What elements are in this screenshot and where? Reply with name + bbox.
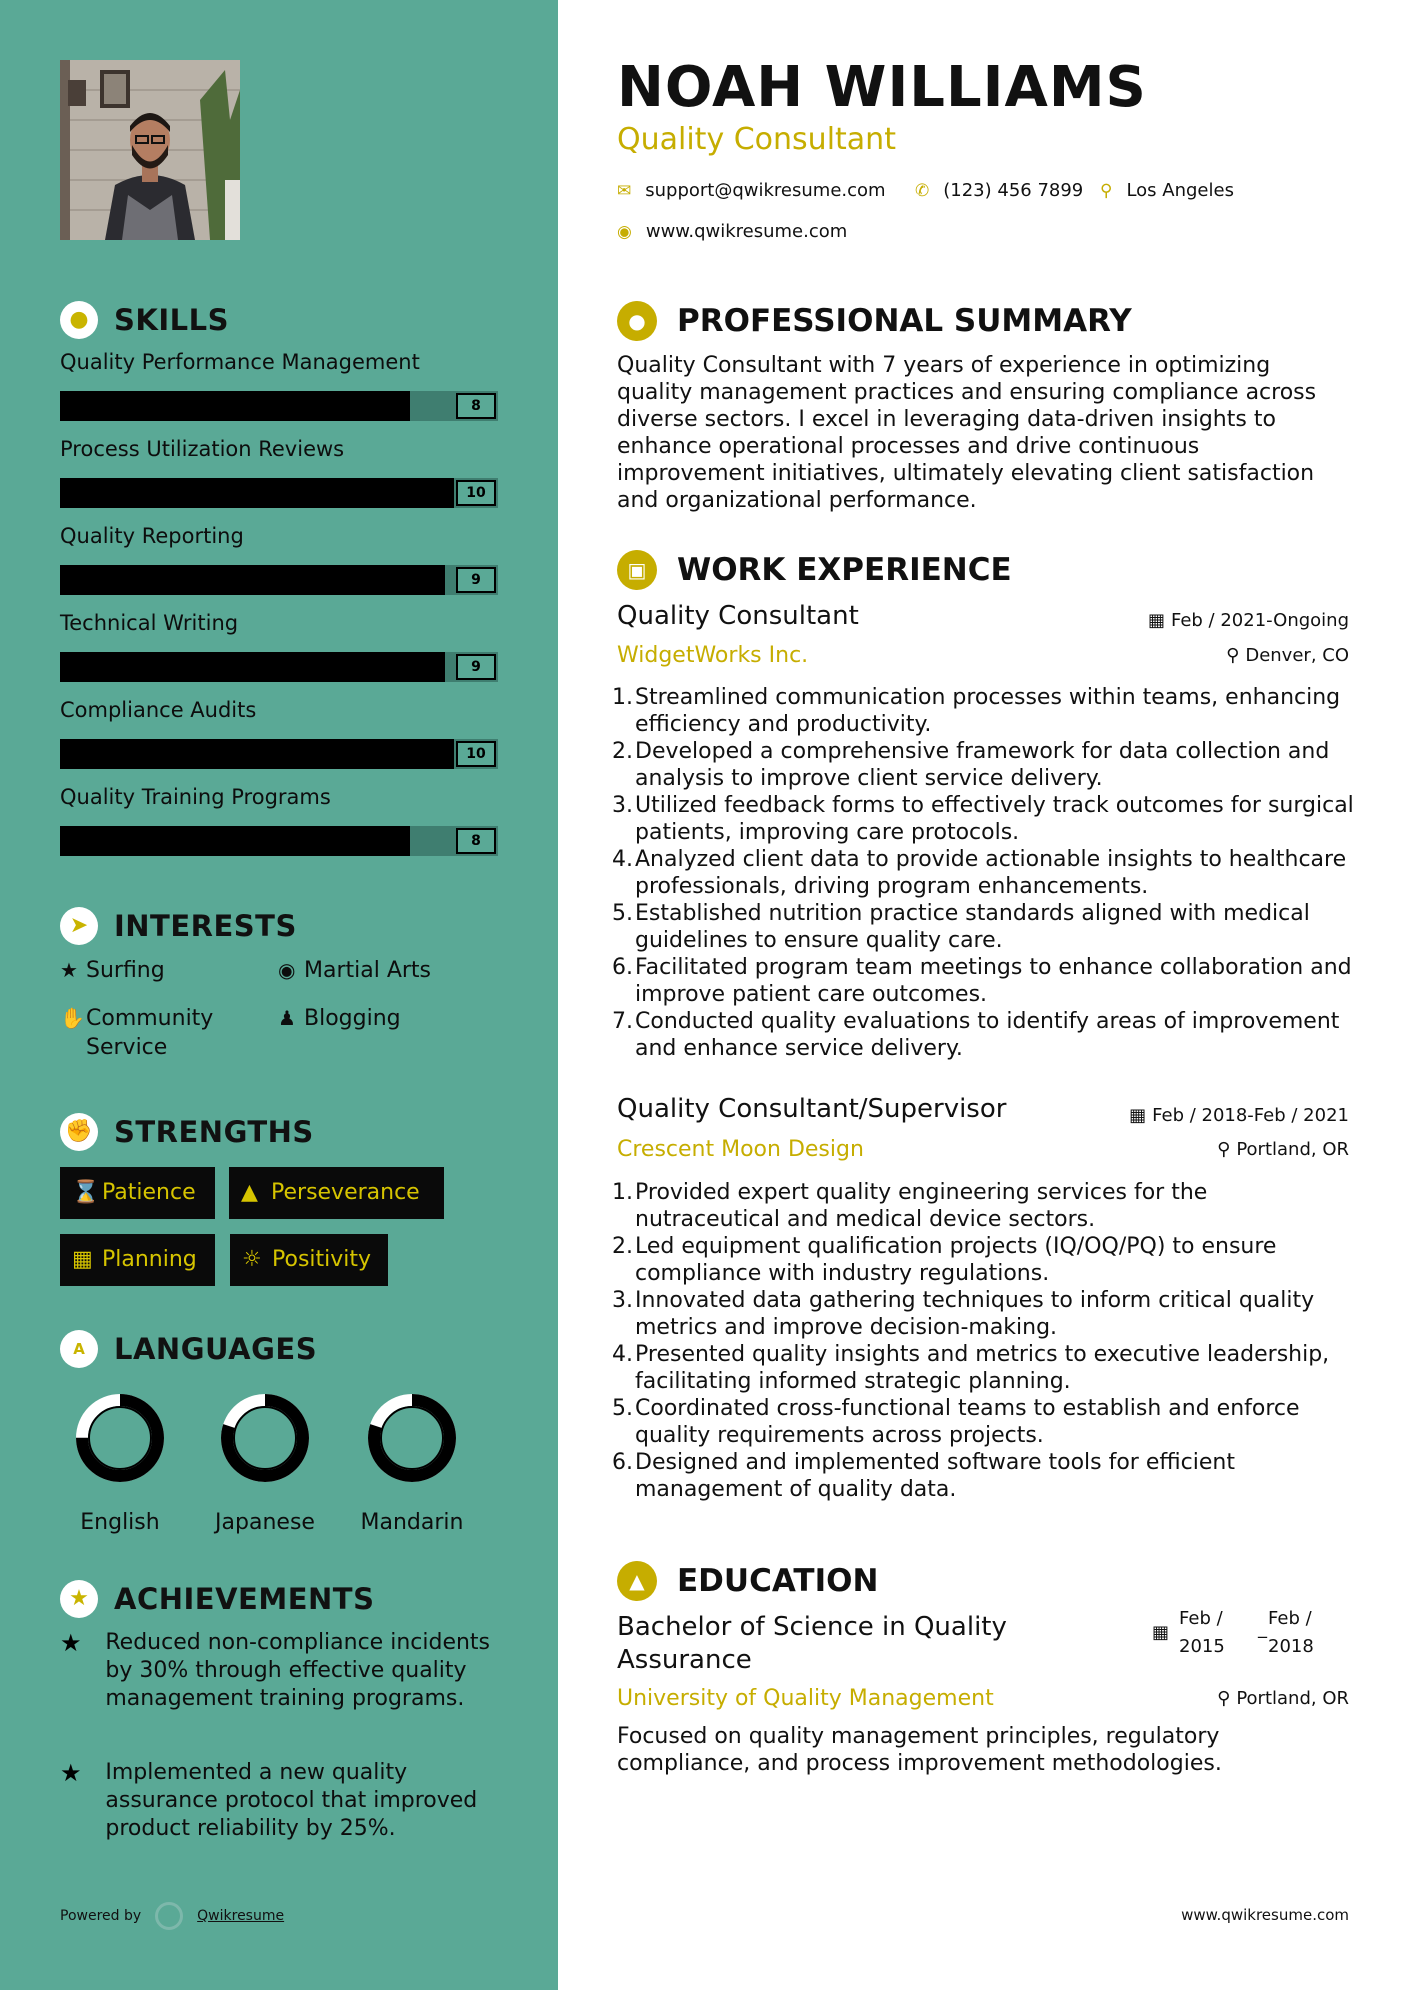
education-text: Focused on quality management principles, regulatory compliance, and process improvement methodologies. <box>617 1724 1222 1776</box>
strengths-heading <box>60 1113 314 1151</box>
skill-score: 8 <box>456 393 496 419</box>
skill-score: 9 <box>456 654 496 680</box>
school-name: University of Quality Management <box>617 1686 994 1711</box>
skill-name: Process Utilization Reviews <box>60 437 345 461</box>
strength-badge <box>60 1167 215 1219</box>
list-item: 1. Provided expert quality engineering services for the nutraceutical and medical device sectors. <box>612 1179 1357 1233</box>
list-item: 4. Presented quality insights and metrics to executive leadership, facilitating informed strategic planning. <box>612 1341 1357 1395</box>
languages-heading <box>60 1330 317 1368</box>
point-text: Presented quality insights and metrics to executive leadership, facilitating informed strategic planning. <box>635 1342 1330 1394</box>
contact-location <box>1100 180 1234 201</box>
language-name: English <box>80 1510 160 1535</box>
skill-name: Quality Training Programs <box>60 785 331 809</box>
skill-bar-fill <box>60 652 445 682</box>
job-title: Quality Consultant <box>617 601 859 631</box>
strength-badge <box>229 1167 444 1219</box>
summary-text: Quality Consultant with 7 years of experience in optimizing quality management practices and ensuring compliance across diverse sectors. I excel in leveraging data-driven insights to enhance operational processes and drive continuous improvement initiatives, ultimately elevating client satisfaction and organizational performance. <box>617 353 1317 513</box>
point-text: Facilitated program team meetings to enhance collaboration and improve patient care outcomes. <box>635 955 1352 1007</box>
skill-item <box>60 350 498 421</box>
qwikresume-link[interactable]: Qwikresume <box>197 1908 285 1924</box>
point-text: Provided expert quality engineering services for the nutraceutical and medical device sectors. <box>635 1180 1208 1232</box>
profile-photo <box>60 60 240 240</box>
list-item: 2. Led equipment qualification projects (IQ/OQ/PQ) to ensure compliance with industry regulations. <box>612 1233 1357 1287</box>
list-item: 3. Utilized feedback forms to effectively track outcomes for surgical patients, improving care protocols. <box>612 792 1357 846</box>
star-icon: ★ <box>60 1759 82 1787</box>
star-icon: ★ <box>60 958 78 982</box>
phone-icon: ✆ <box>915 181 930 201</box>
contact-email[interactable] <box>617 180 886 201</box>
job-location <box>1226 645 1349 666</box>
education-title: EDUCATION <box>677 1563 879 1599</box>
skill-bar-fill <box>60 739 454 769</box>
hourglass-icon: ⌛ <box>72 1180 100 1205</box>
contact-phone[interactable] <box>915 180 1083 201</box>
candidate-role: Quality Consultant <box>617 122 896 157</box>
list-item: 4. Analyzed client data to provide actionable insights to healthcare professionals, driving program enhancements. <box>612 846 1357 900</box>
paper-plane-icon: ➤ <box>60 907 98 945</box>
point-text: Designed and implemented software tools for efficient management of quality data. <box>635 1450 1235 1502</box>
strength-label: Patience <box>102 1180 196 1205</box>
skill-score: 8 <box>456 828 496 854</box>
skill-bar <box>60 565 498 595</box>
list-item: 1. Streamlined communication processes within teams, enhancing efficiency and productivity. <box>612 684 1357 738</box>
education-heading <box>617 1561 878 1601</box>
skill-bar <box>60 391 498 421</box>
language-name: Japanese <box>215 1510 315 1535</box>
interest-label: Martial Arts <box>304 958 432 983</box>
summary-heading <box>617 301 1132 341</box>
education-start: Feb / 2015 <box>1179 1608 1225 1657</box>
list-item: 5. Coordinated cross-functional teams to establish and enforce quality requirements across projects. <box>612 1395 1357 1449</box>
job-title: Quality Consultant/Supervisor <box>617 1094 1007 1124</box>
envelope-icon: ✉ <box>617 181 632 201</box>
calendar-icon: ▦ <box>72 1247 93 1272</box>
job-location-text: Denver, CO <box>1245 645 1349 666</box>
skill-name: Technical Writing <box>60 611 239 635</box>
languages-title: LANGUAGES <box>114 1332 318 1366</box>
email-text: support@qwikresume.com <box>645 180 886 201</box>
pin-icon: ⚲ <box>1217 1139 1231 1160</box>
interest-item <box>278 1004 401 1033</box>
skill-name: Quality Reporting <box>60 524 244 548</box>
point-text: Conducted quality evaluations to identify areas of improvement and enhance service delivery. <box>635 1009 1340 1061</box>
point-text: Innovated data gathering techniques to inform critical quality metrics and improve decision-making. <box>635 1288 1315 1340</box>
strengths-title: STRENGTHS <box>114 1115 314 1149</box>
skill-name: Quality Performance Management <box>60 350 420 374</box>
user-icon: ● <box>617 301 657 341</box>
skill-score: 10 <box>456 741 496 767</box>
skill-item <box>60 437 498 508</box>
achievement-item <box>60 1759 500 1843</box>
website-text: www.qwikresume.com <box>645 221 848 242</box>
list-item: 6. Designed and implemented software tools for efficient management of quality data. <box>612 1449 1357 1503</box>
list-item: 6. Facilitated program team meetings to enhance collaboration and improve patient care outcomes. <box>612 954 1357 1008</box>
skill-score: 10 <box>456 480 496 506</box>
skill-item <box>60 785 498 856</box>
skill-item <box>60 524 498 595</box>
fist-icon: ✊ <box>60 1113 98 1151</box>
interest-label: Community Service <box>86 1006 214 1060</box>
phone-text: (123) 456 7899 <box>943 180 1084 201</box>
calendar-icon: ▦ <box>1152 1622 1170 1643</box>
strength-label: Planning <box>102 1247 197 1272</box>
skill-name: Compliance Audits <box>60 698 257 722</box>
skill-bar-fill <box>60 391 410 421</box>
qwikresume-logo-icon <box>155 1902 183 1930</box>
skill-bar <box>60 652 498 682</box>
skill-item <box>60 611 498 682</box>
footer-url[interactable]: www.qwikresume.com <box>1181 1906 1349 1924</box>
job-points <box>612 1179 1357 1503</box>
strength-label: Positivity <box>272 1247 372 1272</box>
language-item <box>50 1388 190 1535</box>
achievements-heading <box>60 1580 374 1618</box>
interests-title: INTERESTS <box>114 909 297 943</box>
language-item <box>342 1388 482 1535</box>
map-pin-icon: ⚲ <box>1100 181 1113 201</box>
summary-title: PROFESSIONAL SUMMARY <box>677 303 1132 339</box>
list-item: 2. Developed a comprehensive framework for data collection and analysis to improve client service delivery. <box>612 738 1357 792</box>
location-text: Los Angeles <box>1126 180 1234 201</box>
skills-title: SKILLS <box>114 303 229 337</box>
users-icon: ♟ <box>278 1006 296 1030</box>
lightbulb-icon: ● <box>60 301 98 339</box>
language-ring <box>362 1388 462 1488</box>
job-company: WidgetWorks Inc. <box>617 643 809 668</box>
education-location-text: Portland, OR <box>1236 1688 1349 1709</box>
list-item: 3. Innovated data gathering techniques to inform critical quality metrics and improve decision-making. <box>612 1287 1357 1341</box>
interest-item <box>60 1004 236 1062</box>
experience-heading <box>617 550 1012 590</box>
experience-title: WORK EXPERIENCE <box>677 552 1012 588</box>
education-end: Feb / 2018 <box>1268 1608 1314 1657</box>
education-location <box>1217 1688 1349 1709</box>
pin-icon: ⚲ <box>1226 645 1240 666</box>
graduation-cap-icon: ▲ <box>617 1561 657 1601</box>
candidate-name: NOAH WILLIAMS <box>617 55 1147 120</box>
language-item <box>195 1388 335 1535</box>
point-text: Streamlined communication processes within teams, enhancing efficiency and productivity. <box>635 685 1341 737</box>
globe-icon: ◉ <box>617 222 632 242</box>
achievements-title: ACHIEVEMENTS <box>114 1582 375 1616</box>
skill-item <box>60 698 498 769</box>
contact-website[interactable] <box>617 221 847 242</box>
interest-item <box>60 956 165 985</box>
road-icon: ▲ <box>241 1180 258 1205</box>
achievement-text: Reduced non-compliance incidents by 30% through effective quality management training programs. <box>105 1630 491 1711</box>
point-text: Utilized feedback forms to effectively track outcomes for surgical patients, improving care protocols. <box>635 793 1354 845</box>
skill-bar <box>60 739 498 769</box>
language-name: Mandarin <box>360 1510 464 1535</box>
interest-label: Surfing <box>86 958 165 983</box>
strength-badge <box>60 1234 215 1286</box>
star-icon: ★ <box>60 1629 82 1657</box>
globe-icon: ◉ <box>278 958 296 982</box>
skills-heading <box>60 301 229 339</box>
list-item: 7. Conducted quality evaluations to identify areas of improvement and enhance service delivery. <box>612 1008 1357 1062</box>
list-item: 5. Established nutrition practice standards aligned with medical guidelines to ensure quality care. <box>612 900 1357 954</box>
point-text: Established nutrition practice standards aligned with medical guidelines to ensure quality care. <box>635 901 1310 953</box>
job-location-text: Portland, OR <box>1236 1139 1349 1160</box>
skill-score: 9 <box>456 567 496 593</box>
calendar-icon: ▦ <box>1147 610 1165 631</box>
job-location <box>1217 1139 1349 1160</box>
powered-by <box>60 1902 284 1930</box>
calendar-icon: ▦ <box>1129 1105 1147 1126</box>
achievement-item <box>60 1629 500 1713</box>
achievement-text: Implemented a new quality assurance protocol that improved product reliability by 25%. <box>105 1760 478 1841</box>
hand-icon: ✋ <box>60 1006 85 1030</box>
job-date-text: Feb / 2021-Ongoing <box>1170 610 1349 631</box>
sidebar <box>0 0 558 1990</box>
skill-bar-fill <box>60 826 410 856</box>
point-text: Led equipment qualification projects (IQ/OQ/PQ) to ensure compliance with industry regulations. <box>635 1234 1277 1286</box>
skill-bar <box>60 826 498 856</box>
pin-icon: ⚲ <box>1217 1688 1231 1709</box>
job-company: Crescent Moon Design <box>617 1137 864 1162</box>
point-text: Coordinated cross-functional teams to establish and enforce quality requirements across projects. <box>635 1396 1300 1448</box>
powered-by-label: Powered by <box>60 1908 142 1924</box>
skill-bar-fill <box>60 565 445 595</box>
briefcase-icon: ▣ <box>617 550 657 590</box>
interests-heading <box>60 907 297 945</box>
job-date <box>1148 610 1349 631</box>
education-date-separator: _ <box>1258 1618 1267 1639</box>
skill-bar-fill <box>60 478 454 508</box>
strength-badge <box>230 1234 388 1286</box>
language-ring <box>215 1388 315 1488</box>
sun-icon: ☼ <box>242 1247 262 1272</box>
interest-item <box>278 956 431 985</box>
star-badge-icon: ★ <box>60 1580 98 1618</box>
language-icon: A <box>60 1330 98 1368</box>
interest-label: Blogging <box>304 1006 401 1031</box>
job-points <box>612 684 1357 1062</box>
job-date <box>1129 1105 1349 1126</box>
language-ring <box>70 1388 170 1488</box>
degree-title: Bachelor of Science in Quality Assurance <box>617 1612 1007 1675</box>
point-text: Developed a comprehensive framework for data collection and analysis to improve client service delivery. <box>635 739 1330 791</box>
skill-bar <box>60 478 498 508</box>
strength-label: Perseverance <box>271 1180 420 1205</box>
point-text: Analyzed client data to provide actionable insights to healthcare professionals, driving program enhancements. <box>635 847 1347 899</box>
job-date-text: Feb / 2018-Feb / 2021 <box>1152 1105 1349 1126</box>
